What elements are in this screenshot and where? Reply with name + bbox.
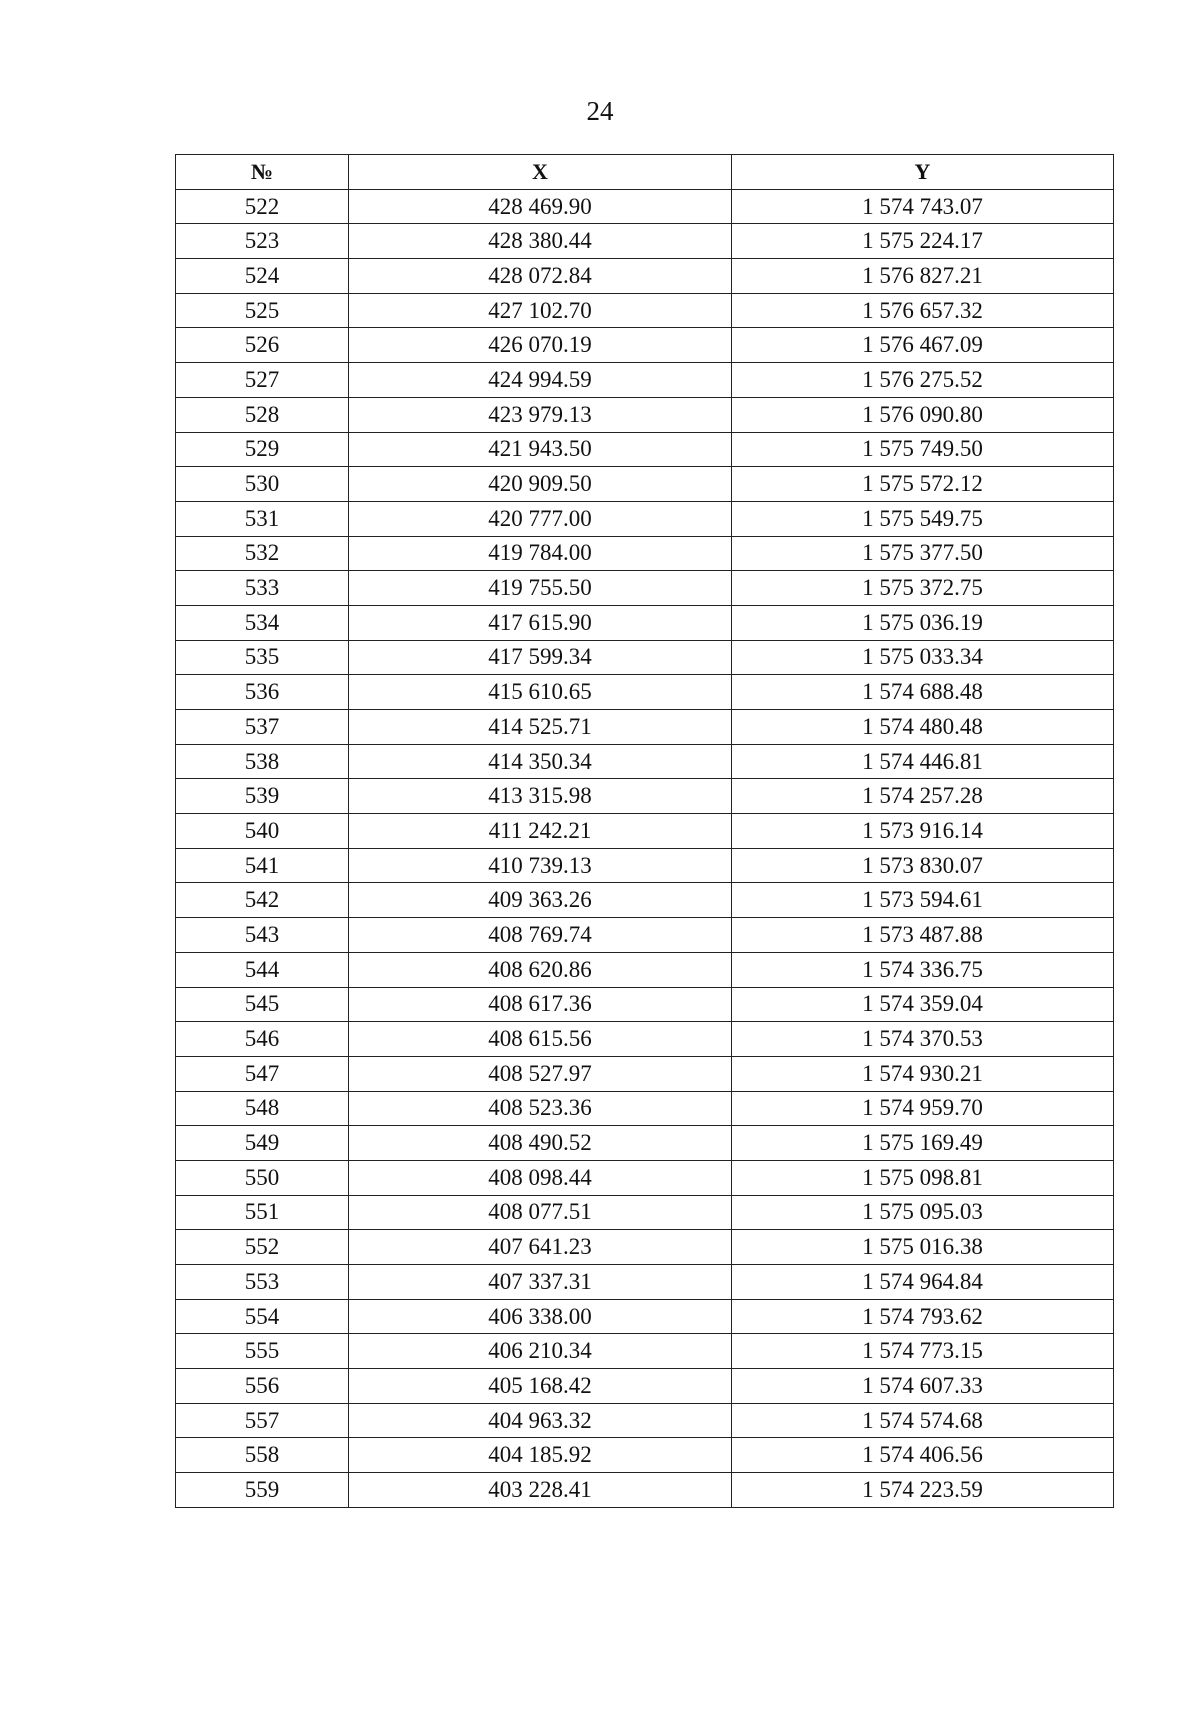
table-row [176,363,1114,398]
table-row [176,814,1114,849]
cell-x: 408 523.36 [349,1091,732,1126]
table-header-row [176,155,1114,190]
cell-number: 542 [176,883,349,918]
cell-x: 419 784.00 [349,536,732,571]
cell-number: 536 [176,675,349,710]
table-row [176,1334,1114,1369]
cell-y: 1 574 480.48 [732,710,1114,745]
cell-x: 406 338.00 [349,1299,732,1334]
cell-x: 408 077.51 [349,1195,732,1230]
cell-x: 424 994.59 [349,363,732,398]
cell-y: 1 576 467.09 [732,328,1114,363]
cell-x: 420 777.00 [349,501,732,536]
cell-y: 1 575 033.34 [732,640,1114,675]
table-row [176,1091,1114,1126]
cell-y: 1 575 098.81 [732,1160,1114,1195]
table-row [176,952,1114,987]
cell-y: 1 575 036.19 [732,605,1114,640]
cell-x: 428 072.84 [349,259,732,294]
cell-number: 546 [176,1022,349,1057]
cell-y: 1 574 607.33 [732,1369,1114,1404]
cell-y: 1 574 336.75 [732,952,1114,987]
cell-x: 403 228.41 [349,1473,732,1508]
cell-number: 539 [176,779,349,814]
cell-x: 421 943.50 [349,432,732,467]
table-row [176,224,1114,259]
cell-y: 1 573 594.61 [732,883,1114,918]
cell-number: 552 [176,1230,349,1265]
cell-y: 1 575 169.49 [732,1126,1114,1161]
cell-number: 527 [176,363,349,398]
cell-x: 414 350.34 [349,744,732,779]
table-row [176,675,1114,710]
cell-number: 534 [176,605,349,640]
cell-number: 553 [176,1265,349,1300]
table-row [176,883,1114,918]
page-number: 24 [586,96,614,126]
cell-y: 1 574 793.62 [732,1299,1114,1334]
cell-number: 525 [176,293,349,328]
cell-number: 555 [176,1334,349,1369]
cell-x: 408 490.52 [349,1126,732,1161]
table-row [176,640,1114,675]
cell-x: 408 098.44 [349,1160,732,1195]
cell-y: 1 575 095.03 [732,1195,1114,1230]
cell-number: 547 [176,1056,349,1091]
cell-number: 558 [176,1438,349,1473]
cell-x: 405 168.42 [349,1369,732,1404]
cell-y: 1 573 487.88 [732,918,1114,953]
cell-y: 1 574 964.84 [732,1265,1114,1300]
cell-number: 538 [176,744,349,779]
cell-number: 532 [176,536,349,571]
cell-number: 528 [176,397,349,432]
cell-x: 408 617.36 [349,987,732,1022]
cell-x: 423 979.13 [349,397,732,432]
cell-y: 1 573 916.14 [732,814,1114,849]
table-row [176,1369,1114,1404]
cell-x: 420 909.50 [349,467,732,502]
table-body [176,189,1114,1507]
cell-number: 522 [176,189,349,224]
column-header-x: X [349,155,732,190]
cell-x: 427 102.70 [349,293,732,328]
cell-x: 407 641.23 [349,1230,732,1265]
cell-y: 1 574 743.07 [732,189,1114,224]
table-row [176,571,1114,606]
cell-y: 1 574 406.56 [732,1438,1114,1473]
table-row [176,987,1114,1022]
cell-x: 406 210.34 [349,1334,732,1369]
cell-y: 1 574 446.81 [732,744,1114,779]
cell-number: 535 [176,640,349,675]
cell-number: 556 [176,1369,349,1404]
table-row [176,432,1114,467]
table-row [176,744,1114,779]
cell-number: 548 [176,1091,349,1126]
cell-y: 1 574 223.59 [732,1473,1114,1508]
cell-x: 426 070.19 [349,328,732,363]
cell-x: 428 469.90 [349,189,732,224]
table-row [176,536,1114,571]
table-row [176,710,1114,745]
cell-number: 545 [176,987,349,1022]
cell-number: 524 [176,259,349,294]
cell-number: 531 [176,501,349,536]
cell-x: 411 242.21 [349,814,732,849]
table-row [176,1195,1114,1230]
cell-number: 541 [176,848,349,883]
cell-y: 1 574 773.15 [732,1334,1114,1369]
cell-number: 544 [176,952,349,987]
table-row [176,1403,1114,1438]
cell-x: 409 363.26 [349,883,732,918]
cell-x: 410 739.13 [349,848,732,883]
cell-number: 554 [176,1299,349,1334]
cell-x: 408 615.56 [349,1022,732,1057]
column-header-number: № [176,155,349,190]
table-row [176,397,1114,432]
table-row [176,1473,1114,1508]
table-row [176,1160,1114,1195]
cell-number: 529 [176,432,349,467]
cell-x: 408 527.97 [349,1056,732,1091]
table-row [176,779,1114,814]
cell-number: 550 [176,1160,349,1195]
table-row [176,1230,1114,1265]
cell-number: 533 [176,571,349,606]
cell-y: 1 575 016.38 [732,1230,1114,1265]
cell-y: 1 575 377.50 [732,536,1114,571]
cell-y: 1 574 574.68 [732,1403,1114,1438]
cell-number: 523 [176,224,349,259]
cell-y: 1 575 224.17 [732,224,1114,259]
column-header-y: Y [732,155,1114,190]
cell-number: 543 [176,918,349,953]
cell-y: 1 574 257.28 [732,779,1114,814]
cell-x: 415 610.65 [349,675,732,710]
table-row [176,1438,1114,1473]
cell-y: 1 574 959.70 [732,1091,1114,1126]
cell-x: 419 755.50 [349,571,732,606]
cell-x: 417 615.90 [349,605,732,640]
cell-x: 404 185.92 [349,1438,732,1473]
cell-y: 1 576 275.52 [732,363,1114,398]
cell-y: 1 574 930.21 [732,1056,1114,1091]
cell-x: 417 599.34 [349,640,732,675]
cell-number: 530 [176,467,349,502]
cell-x: 413 315.98 [349,779,732,814]
cell-x: 414 525.71 [349,710,732,745]
table-row [176,1126,1114,1161]
cell-x: 408 769.74 [349,918,732,953]
cell-number: 540 [176,814,349,849]
cell-x: 428 380.44 [349,224,732,259]
cell-number: 551 [176,1195,349,1230]
coordinates-table [175,154,1114,1508]
cell-y: 1 575 372.75 [732,571,1114,606]
table-row [176,1265,1114,1300]
table-row [176,328,1114,363]
table-row [176,605,1114,640]
table-row [176,189,1114,224]
cell-y: 1 574 359.04 [732,987,1114,1022]
cell-y: 1 575 749.50 [732,432,1114,467]
table-row [176,1022,1114,1057]
table-row [176,501,1114,536]
cell-y: 1 573 830.07 [732,848,1114,883]
cell-y: 1 575 572.12 [732,467,1114,502]
table-row [176,1056,1114,1091]
cell-x: 407 337.31 [349,1265,732,1300]
table-row [176,848,1114,883]
cell-y: 1 575 549.75 [732,501,1114,536]
cell-number: 559 [176,1473,349,1508]
cell-y: 1 574 688.48 [732,675,1114,710]
cell-number: 526 [176,328,349,363]
cell-x: 404 963.32 [349,1403,732,1438]
cell-number: 549 [176,1126,349,1161]
cell-y: 1 576 090.80 [732,397,1114,432]
table-row [176,918,1114,953]
cell-y: 1 576 827.21 [732,259,1114,294]
table-row [176,1299,1114,1334]
table-row [176,293,1114,328]
table-row [176,467,1114,502]
cell-y: 1 576 657.32 [732,293,1114,328]
cell-number: 557 [176,1403,349,1438]
cell-x: 408 620.86 [349,952,732,987]
cell-y: 1 574 370.53 [732,1022,1114,1057]
table-row [176,259,1114,294]
cell-number: 537 [176,710,349,745]
